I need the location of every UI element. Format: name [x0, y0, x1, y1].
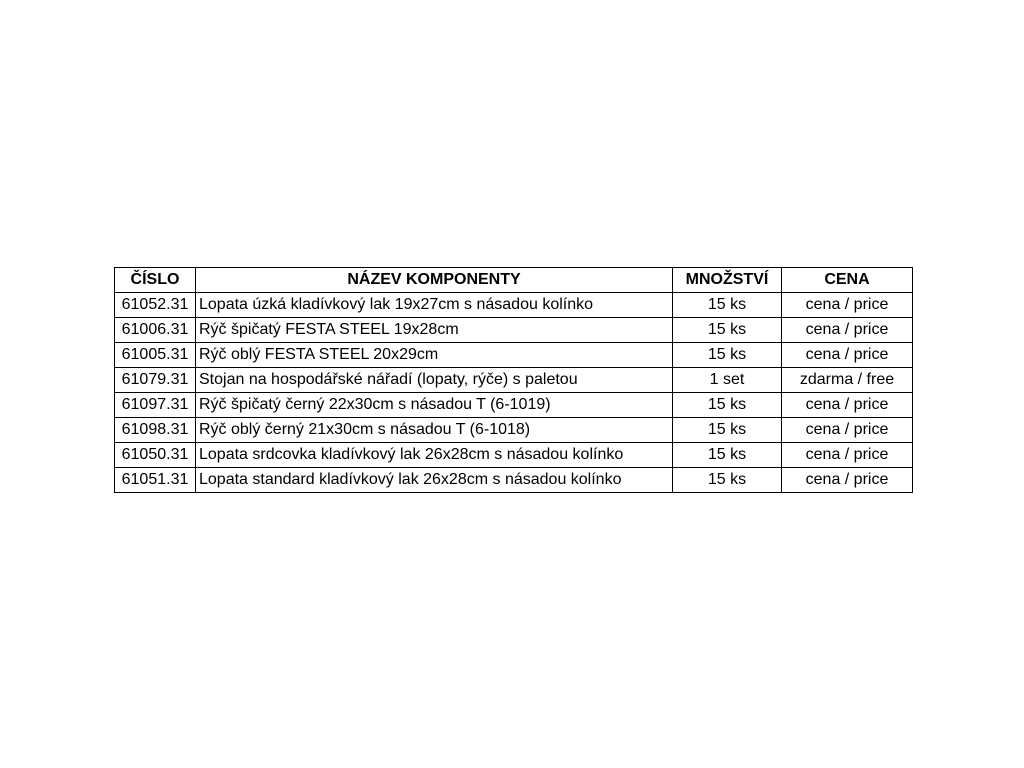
cell-cena: zdarma / free	[782, 368, 913, 393]
table-row	[115, 393, 913, 418]
cell-nazev: Rýč oblý FESTA STEEL 20x29cm	[196, 343, 673, 368]
cell-cena: cena / price	[782, 343, 913, 368]
cell-mnozstvi: 15 ks	[673, 468, 782, 493]
cell-cislo: 61006.31	[115, 318, 196, 343]
cell-cislo: 61005.31	[115, 343, 196, 368]
header-nazev: NÁZEV KOMPONENTY	[196, 268, 673, 293]
cell-mnozstvi: 15 ks	[673, 343, 782, 368]
cell-cena: cena / price	[782, 293, 913, 318]
cell-nazev: Rýč oblý černý 21x30cm s násadou T (6-1018)	[196, 418, 673, 443]
cell-mnozstvi: 15 ks	[673, 393, 782, 418]
cell-mnozstvi: 15 ks	[673, 418, 782, 443]
cell-nazev: Lopata úzká kladívkový lak 19x27cm s násadou kolínko	[196, 293, 673, 318]
cell-nazev: Lopata srdcovka kladívkový lak 26x28cm s násadou kolínko	[196, 443, 673, 468]
cell-cislo: 61052.31	[115, 293, 196, 318]
cell-mnozstvi: 1 set	[673, 368, 782, 393]
header-mnozstvi: MNOŽSTVÍ	[673, 268, 782, 293]
cell-cislo: 61050.31	[115, 443, 196, 468]
cell-cena: cena / price	[782, 468, 913, 493]
cell-cislo: 61079.31	[115, 368, 196, 393]
cell-cena: cena / price	[782, 318, 913, 343]
cell-nazev: Stojan na hospodářské nářadí (lopaty, rýče) s paletou	[196, 368, 673, 393]
table-body	[115, 293, 913, 493]
cell-cislo: 61097.31	[115, 393, 196, 418]
table-row	[115, 368, 913, 393]
header-cena: CENA	[782, 268, 913, 293]
table-row	[115, 318, 913, 343]
table-row	[115, 443, 913, 468]
table-row	[115, 293, 913, 318]
cell-nazev: Lopata standard kladívkový lak 26x28cm s násadou kolínko	[196, 468, 673, 493]
cell-cislo: 61051.31	[115, 468, 196, 493]
header-row	[115, 268, 913, 293]
cell-cena: cena / price	[782, 443, 913, 468]
cell-mnozstvi: 15 ks	[673, 293, 782, 318]
cell-nazev: Rýč špičatý černý 22x30cm s násadou T (6-1019)	[196, 393, 673, 418]
table-row	[115, 343, 913, 368]
table-row	[115, 418, 913, 443]
header-cislo: ČÍSLO	[115, 268, 196, 293]
cell-mnozstvi: 15 ks	[673, 443, 782, 468]
cell-nazev: Rýč špičatý FESTA STEEL 19x28cm	[196, 318, 673, 343]
cell-cislo: 61098.31	[115, 418, 196, 443]
cell-mnozstvi: 15 ks	[673, 318, 782, 343]
table-header	[115, 268, 913, 293]
table-row	[115, 468, 913, 493]
cell-cena: cena / price	[782, 393, 913, 418]
components-table	[114, 267, 913, 493]
cell-cena: cena / price	[782, 418, 913, 443]
